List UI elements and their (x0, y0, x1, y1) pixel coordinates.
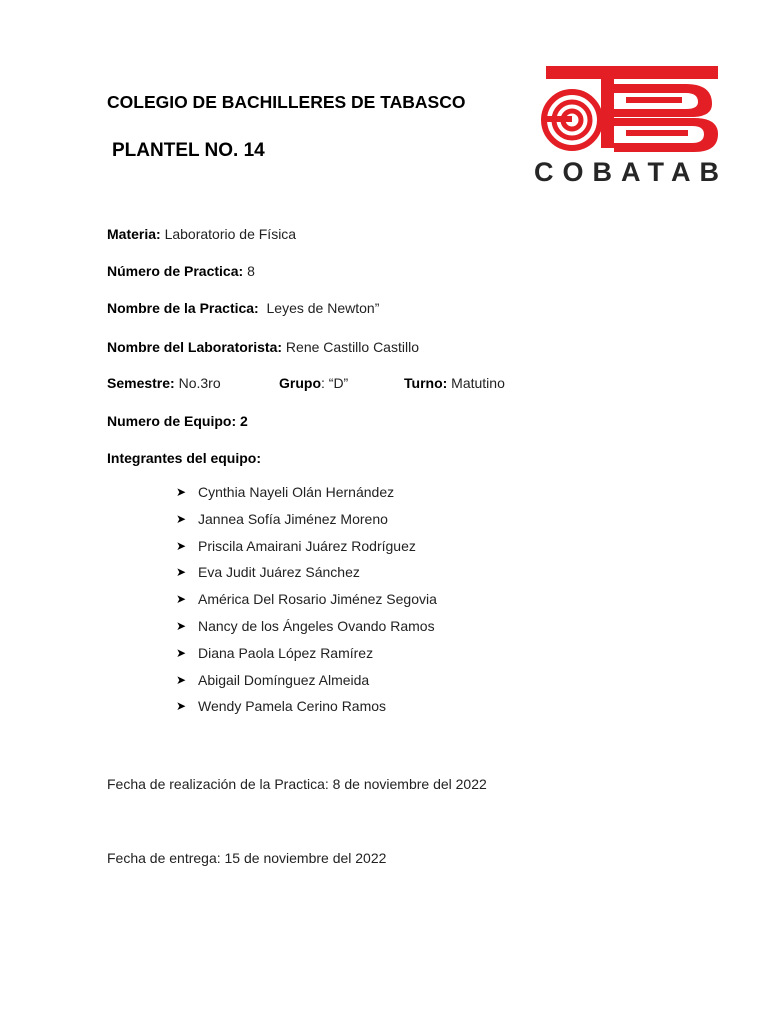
school-name-heading: COLEGIO DE BACHILLERES DE TABASCO (107, 92, 466, 112)
numero-practica-label: Número de Practica: (107, 263, 244, 279)
list-item: ➤ Abigail Domínguez Almeida (176, 671, 370, 688)
logo-wordmark: COBATAB (534, 157, 728, 187)
integrantes-label: Integrantes del equipo: (107, 450, 262, 466)
numero-practica-value: 8 (247, 263, 255, 279)
materia-line (107, 226, 296, 242)
cobatab-emblem-icon (526, 62, 736, 157)
grupo-value: : “D” (321, 375, 349, 391)
list-item: ➤ Wendy Pamela Cerino Ramos (176, 698, 387, 715)
materia-label: Materia: (107, 226, 161, 242)
laboratorista-value: Rene Castillo Castillo (285, 339, 419, 355)
members-list (176, 484, 437, 725)
arrow-bullet-icon: ➤ (176, 565, 187, 580)
turno-value: Matutino (451, 375, 505, 391)
equipo-text: Numero de Equipo: 2 (107, 413, 248, 429)
semestre-label: Semestre: (107, 375, 175, 391)
arrow-bullet-icon: ➤ (176, 618, 187, 633)
grupo-line (279, 375, 348, 391)
semestre-value: No.3ro (178, 375, 221, 391)
nombre-practica-line (107, 300, 379, 316)
integrantes-line (107, 450, 261, 466)
cobatab-logo (526, 62, 736, 192)
turno-line (404, 375, 505, 391)
laboratorista-line (107, 339, 419, 355)
list-item: ➤ América Del Rosario Jiménez Segovia (176, 591, 437, 608)
fecha-realizacion: Fecha de realización de la Practica: 8 de noviembre del 2022 (107, 776, 487, 792)
list-item: ➤ Jannea Sofía Jiménez Moreno (176, 510, 388, 527)
list-item: ➤ Diana Paola López Ramírez (176, 644, 374, 661)
list-item: ➤ Eva Judit Juárez Sánchez (176, 564, 360, 581)
campus-heading: PLANTEL NO. 14 (112, 140, 265, 161)
list-item: ➤ Cynthia Nayeli Olán Hernández (176, 484, 395, 500)
list-item: ➤ Priscila Amairani Juárez Rodríguez (176, 537, 416, 554)
grupo-label: Grupo (279, 375, 321, 391)
arrow-bullet-icon: ➤ (176, 538, 187, 553)
list-item: ➤ Nancy de los Ángeles Ovando Ramos (176, 617, 435, 634)
equipo-line (107, 413, 248, 429)
semestre-line (107, 375, 221, 391)
nombre-practica-label: Nombre de la Practica: (107, 300, 259, 316)
nombre-practica-value: Leyes de Newton” (266, 300, 380, 316)
arrow-bullet-icon: ➤ (176, 699, 187, 714)
fecha-entrega: Fecha de entrega: 15 de noviembre del 2022 (107, 850, 387, 866)
numero-practica-line (107, 263, 255, 279)
arrow-bullet-icon: ➤ (176, 645, 187, 660)
arrow-bullet-icon: ➤ (176, 511, 187, 526)
arrow-bullet-icon: ➤ (176, 485, 187, 499)
materia-value: Laboratorio de Física (164, 226, 297, 242)
turno-label: Turno: (404, 375, 448, 391)
arrow-bullet-icon: ➤ (176, 672, 187, 687)
arrow-bullet-icon: ➤ (176, 592, 187, 607)
laboratorista-label: Nombre del Laboratorista: (107, 339, 283, 355)
